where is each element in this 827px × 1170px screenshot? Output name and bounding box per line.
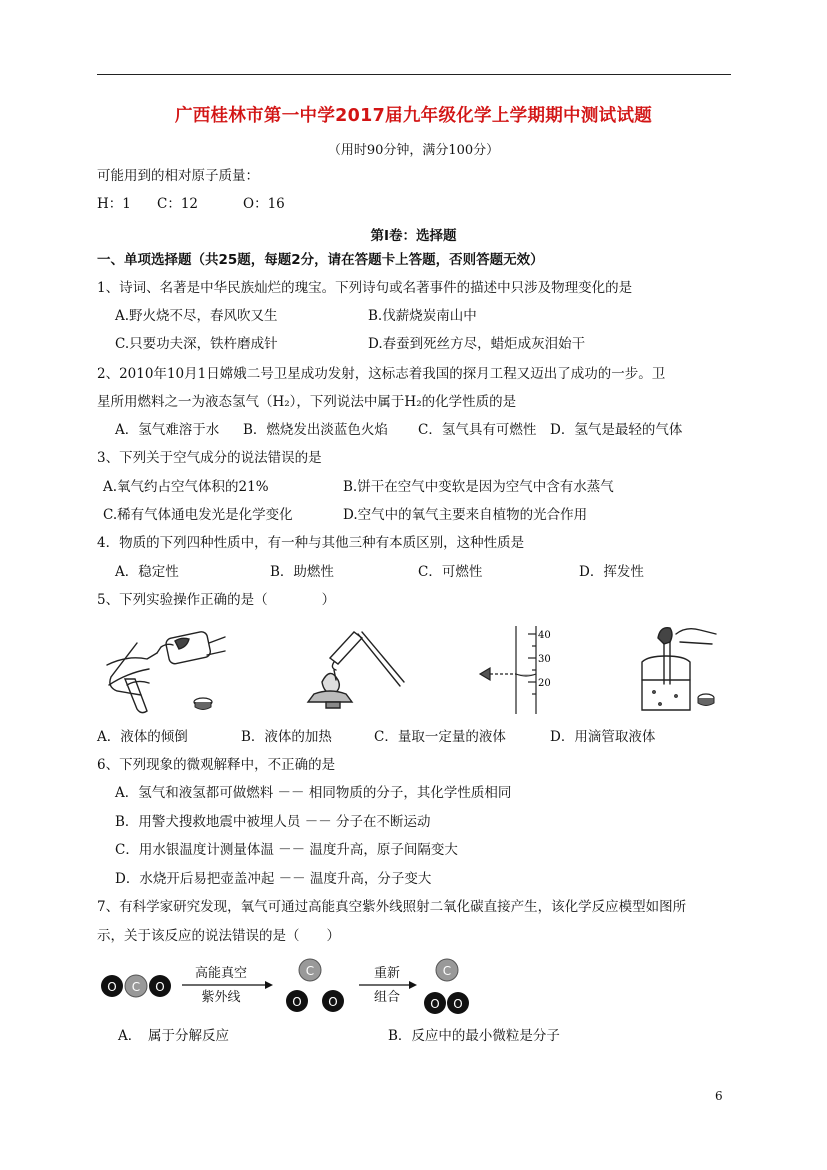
- section-title: 第Ⅰ卷：选择题: [370, 228, 457, 244]
- q3-option-a: A.氧气约占空气体积的21%: [103, 479, 269, 495]
- q1-stem: 1、诗词、名著是中华民族灿烂的瑰宝。下列诗句或名著事件的描述中只涉及物理变化的是: [97, 280, 633, 296]
- figure-dropper-bottle: [620, 620, 730, 716]
- q2-option-d: D．氢气是最轻的气体: [550, 422, 683, 438]
- arrow1-label-bottom: 紫外线: [201, 990, 241, 1005]
- atomic-mass-o: O：16: [243, 196, 285, 212]
- atom-o-label: O: [453, 997, 463, 1011]
- cylinder-tick-40: 40: [538, 630, 551, 641]
- exam-subtitle: （用时90分钟，满分100分）: [327, 143, 500, 158]
- atom-o-label: O: [328, 995, 338, 1009]
- q2-option-b: B．燃烧发出淡蓝色火焰: [243, 422, 388, 438]
- q5-option-a: A．液体的倾倒: [97, 729, 188, 745]
- cylinder-tick-30: 30: [538, 654, 551, 665]
- q7-option-a: A． 属于分解反应: [118, 1028, 229, 1044]
- q3-option-c: C.稀有气体通电发光是化学变化: [103, 507, 293, 523]
- atom-o-label: O: [107, 980, 117, 994]
- q5-stem: 5、下列实验操作正确的是（ ）: [97, 592, 336, 608]
- arrow1-label-top: 高能真空: [194, 966, 248, 981]
- atom-o-label: O: [292, 995, 302, 1009]
- arrow2-label-bottom: 组合: [373, 990, 401, 1005]
- q6-option-d: D．水烧开后易把壶盖冲起 －－ 温度升高，分子变大: [115, 871, 432, 887]
- q5-option-d: D．用滴管取液体: [550, 729, 656, 745]
- exam-title: 广西桂林市第一中学2017届九年级化学上学期期中测试试题: [174, 106, 653, 126]
- q7-stem-line2: 示，关于该反应的说法错误的是（ ）: [97, 928, 340, 944]
- q4-option-a: A．稳定性: [115, 564, 179, 580]
- atom-c-label: C: [442, 964, 452, 978]
- q3-option-d: D.空气中的氧气主要来自植物的光合作用: [343, 507, 588, 523]
- figure-heating-liquid: [300, 622, 410, 714]
- q2-stem-line2: 星所用燃料之一为液态氢气（H₂），下列说法中属于H₂的化学性质的是: [97, 394, 517, 410]
- atom-o-label: O: [430, 997, 440, 1011]
- q3-stem: 3、下列关于空气成分的说法错误的是: [97, 450, 322, 466]
- part-one-title: 一、单项选择题（共25题，每题2分，请在答题卡上答题，否则答题无效）: [97, 252, 544, 268]
- q4-option-d: D．挥发性: [579, 564, 644, 580]
- q2-option-c: C．氢气具有可燃性: [418, 422, 537, 438]
- q5-option-b: B．液体的加热: [241, 729, 332, 745]
- arrow2-label-top: 重新: [373, 966, 401, 981]
- q7-stem-line1: 7、有科学家研究发现，氧气可通过高能真空紫外线照射二氧化碳直接产生，该化学反应模型如图所: [97, 899, 687, 915]
- figure-reaction-model: [97, 955, 477, 1020]
- q6-option-b: B．用警犬搜救地震中被埋人员 －－ 分子在不断运动: [115, 814, 431, 830]
- atomic-mass-c: C：12: [157, 196, 199, 212]
- q5-option-c: C．量取一定量的液体: [374, 729, 506, 745]
- figure-pouring-liquid: [97, 625, 237, 715]
- q1-option-c: C.只要功夫深，铁杵磨成针: [115, 336, 278, 352]
- q1-option-b: B.伐薪烧炭南山中: [368, 308, 477, 324]
- page-number: 6: [715, 1089, 723, 1103]
- atom-c-label: C: [131, 980, 141, 994]
- atomic-mass-h: H：1: [97, 196, 131, 212]
- q6-option-a: A．氢气和液氢都可做燃料 －－ 相同物质的分子，其化学性质相同: [115, 785, 512, 801]
- q6-option-c: C．用水银温度计测量体温 －－ 温度升高，原子间隔变大: [115, 842, 458, 858]
- cylinder-tick-20: 20: [538, 678, 551, 689]
- q4-option-c: C．可燃性: [418, 564, 483, 580]
- q2-stem-line1: 2、2010年10月1日嫦娥二号卫星成功发射，这标志着我国的探月工程又迈出了成功的一步。卫: [97, 366, 666, 382]
- atom-c-label: C: [305, 964, 315, 978]
- q3-option-b: B.饼干在空气中变软是因为空气中含有水蒸气: [343, 479, 614, 495]
- q7-option-b: B．反应中的最小微粒是分子: [388, 1028, 560, 1044]
- q2-option-a: A．氢气难溶于水: [115, 422, 220, 438]
- figure-graduated-cylinder: [470, 622, 560, 714]
- header-rule: [97, 74, 731, 75]
- atom-o-label: O: [155, 980, 165, 994]
- q4-option-b: B．助燃性: [270, 564, 334, 580]
- atomic-mass-intro: 可能用到的相对原子质量：: [97, 168, 259, 184]
- q6-stem: 6、下列现象的微观解释中，不正确的是: [97, 757, 336, 773]
- q1-option-a: A.野火烧不尽，春风吹又生: [115, 308, 278, 324]
- q1-option-d: D.春蚕到死丝方尽，蜡炬成灰泪始干: [368, 336, 586, 352]
- q4-stem: 4．物质的下列四种性质中，有一种与其他三种有本质区别，这种性质是: [97, 535, 525, 551]
